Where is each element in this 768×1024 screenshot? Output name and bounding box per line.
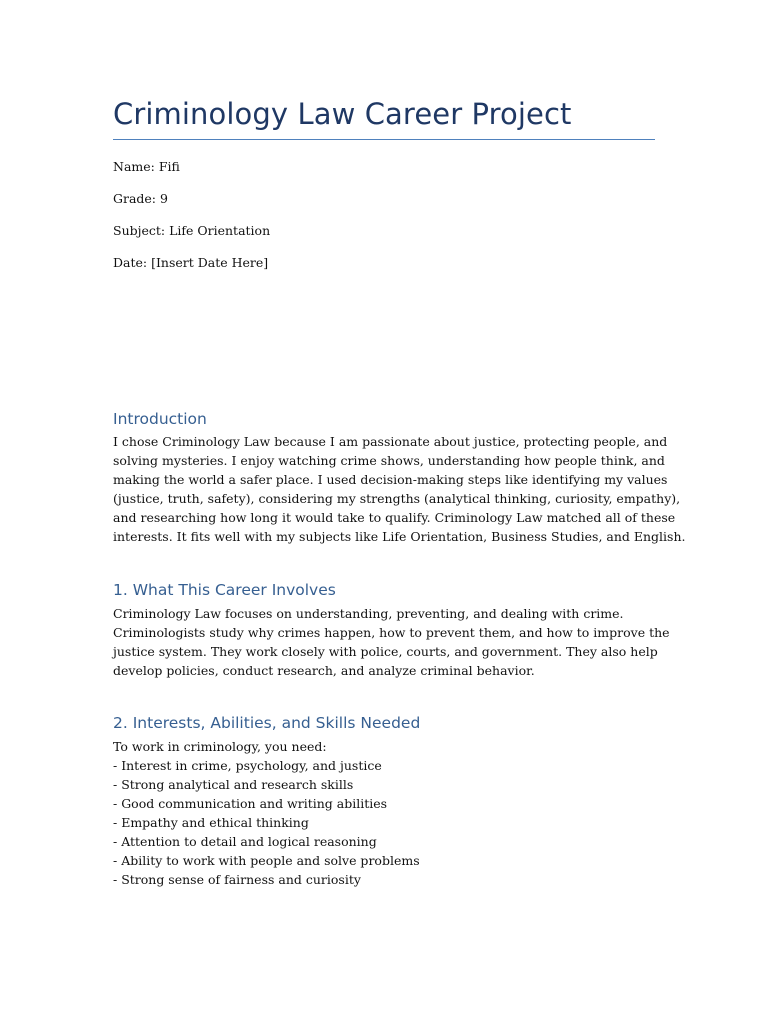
- list-item: - Empathy and ethical thinking: [113, 815, 309, 830]
- grade-line: Grade: 9: [113, 191, 168, 206]
- paragraph-line: interests. It fits well with my subjects like Life Orientation, Business Studies, and English.: [113, 529, 686, 544]
- paragraph-line: develop policies, conduct research, and analyze criminal behavior.: [113, 663, 535, 678]
- list-item: - Attention to detail and logical reasoning: [113, 834, 377, 849]
- list-item: - Good communication and writing abilities: [113, 796, 388, 811]
- list-intro: To work in criminology, you need:: [113, 739, 327, 754]
- section-heading-introduction: Introduction: [113, 410, 207, 428]
- list-item: - Strong analytical and research skills: [113, 777, 354, 792]
- skills-needed-list: [113, 737, 673, 889]
- list-item: - Interest in crime, psychology, and justice: [113, 758, 382, 773]
- list-item: - Ability to work with people and solve problems: [113, 853, 420, 868]
- career-involves-paragraph: [113, 604, 673, 680]
- document-title: Criminology Law Career Project: [113, 97, 572, 131]
- section-heading-skills-needed: 2. Interests, Abilities, and Skills Needed: [113, 714, 421, 732]
- section-heading-career-involves: 1. What This Career Involves: [113, 581, 336, 599]
- paragraph-line: making the world a safer place. I used decision-making steps like identifying my values: [113, 472, 668, 487]
- date-line: Date: [Insert Date Here]: [113, 255, 269, 270]
- subject-line: Subject: Life Orientation: [113, 223, 271, 238]
- paragraph-line: justice system. They work closely with police, courts, and government. They also help: [113, 644, 658, 659]
- paragraph-line: Criminologists study why crimes happen, how to prevent them, and how to improve the: [113, 625, 670, 640]
- paragraph-line: Criminology Law focuses on understanding, preventing, and dealing with crime.: [113, 606, 624, 621]
- title-underline: [113, 139, 655, 140]
- name-line: Name: Fifi: [113, 159, 180, 174]
- paragraph-line: solving mysteries. I enjoy watching crime shows, understanding how people think, and: [113, 453, 665, 468]
- introduction-paragraph: [113, 432, 686, 546]
- paragraph-line: I chose Criminology Law because I am passionate about justice, protecting people, and: [113, 434, 668, 449]
- paragraph-line: (justice, truth, safety), considering my strengths (analytical thinking, curiosity, empathy),: [113, 491, 681, 506]
- paragraph-line: and researching how long it would take to qualify. Criminology Law matched all of these: [113, 510, 676, 525]
- list-item: - Strong sense of fairness and curiosity: [113, 872, 361, 887]
